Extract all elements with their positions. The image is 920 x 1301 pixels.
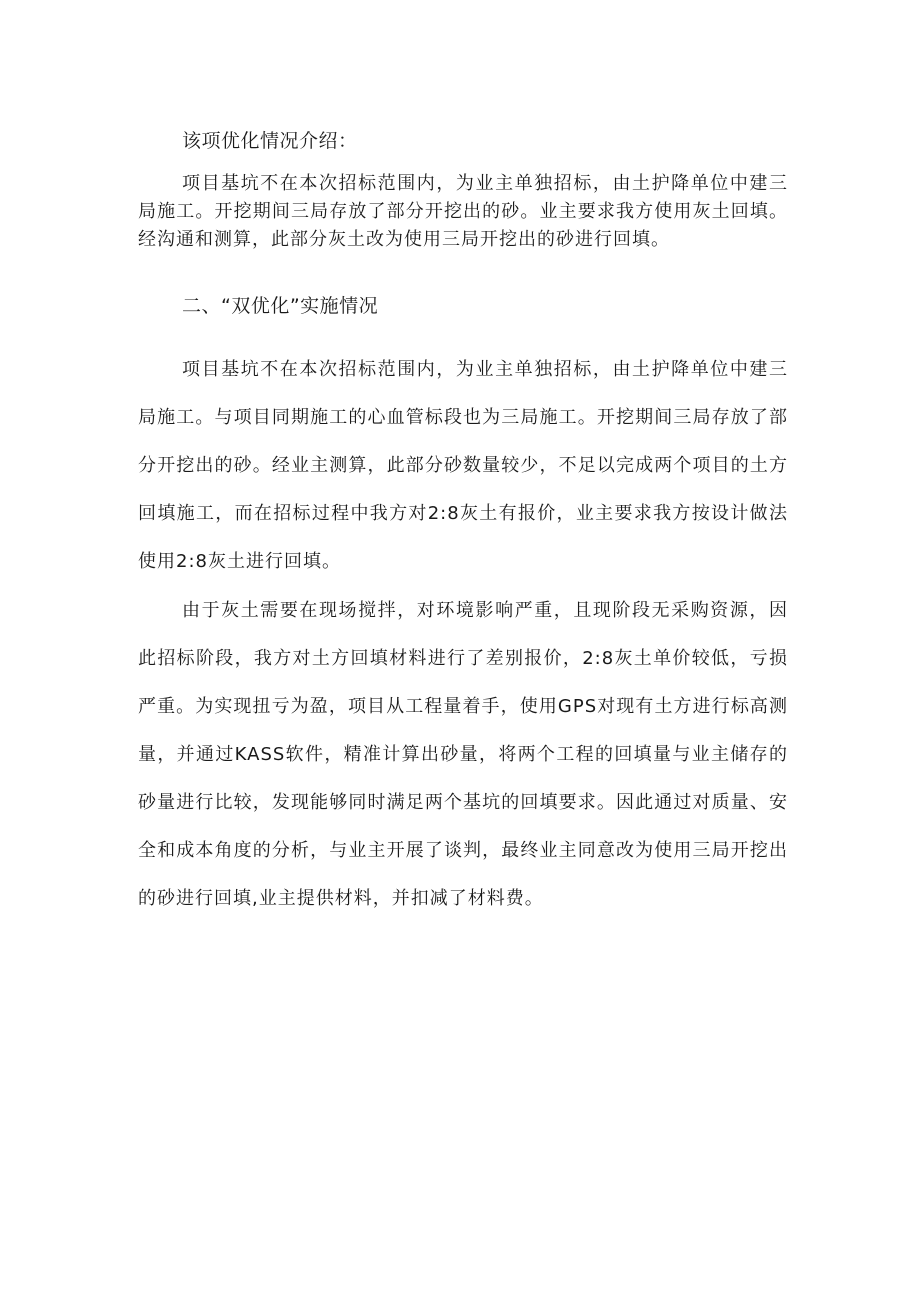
intro-heading: 该项优化情况介绍：: [182, 130, 358, 152]
intro-paragraph: 项目基坑不在本次招标范围内，为业主单独招标，由土护降单位中建三局施工。开挖期间三局存放了部分开挖出的砂。业主要求我方使用灰土回填。经沟通和测算，此部分灰土改为使用三局开挖出的砂进行回填。: [138, 173, 788, 250]
section-paragraph-2: 由于灰土需要在现场搅拌，对环境影响严重，且现阶段无采购资源，因此招标阶段，我方对土方回填材料进行了差别报价，2:8灰土单价较低，亏损严重。为实现扭亏为盈，项目从工程量着手，使用GPS对现有土方进行标高测量，并通过KASS软件，精准计算出砂量，将两个工程的回填量与业主储存的砂量进行比较，发现能够同时满足两个基坑的回填要求。因此通过对质量、安全和成本角度的分析，与业主开展了谈判，最终业主同意改为使用三局开挖出的砂进行回填,业主提供材料，并扣减了材料费。: [138, 600, 788, 909]
section-paragraph-1: 项目基坑不在本次招标范围内，为业主单独招标，由土护降单位中建三局施工。与项目同期施工的心血管标段也为三局施工。开挖期间三局存放了部分开挖出的砂。经业主测算，此部分砂数量较少，不足以完成两个项目的土方回填施工，而在招标过程中我方对2:8灰土有报价，业主要求我方按设计做法使用2:8灰土进行回填。: [138, 359, 788, 572]
section-heading: 二、“双优化”实施情况: [182, 295, 379, 317]
